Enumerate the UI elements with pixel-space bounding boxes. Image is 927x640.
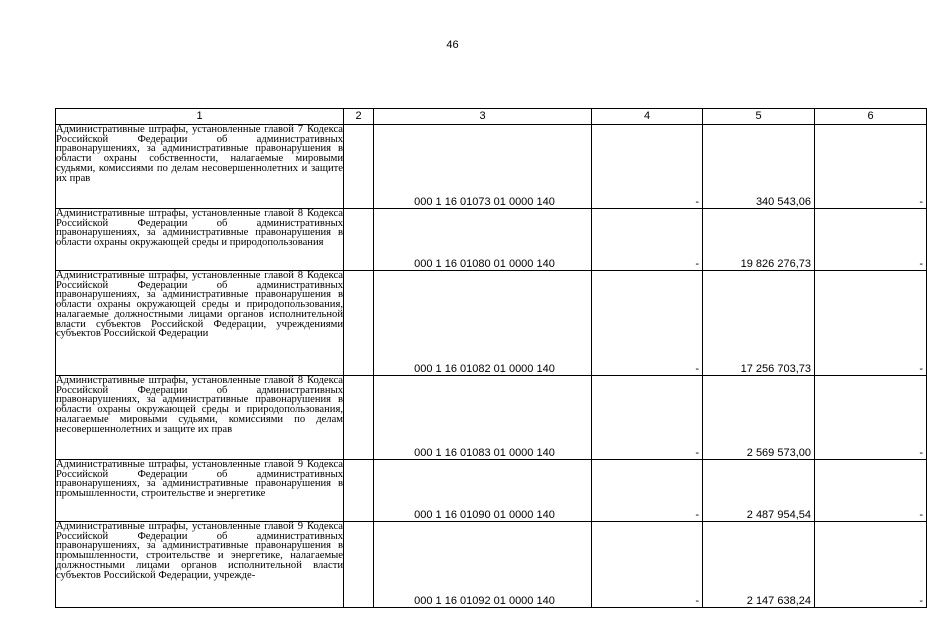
row-col-4: - (592, 209, 703, 271)
row-amount: 2 487 954,54 (703, 460, 815, 522)
table-row (56, 522, 927, 608)
row-description: Административные штрафы, установленные главой 8 Кодекса Российской Федерации об административных правонарушениях, за административные правонарушения в области охраны окружающей среды и природопользования, налагаемые мировыми судьями, комиссиями по делам несовершеннолетних и защите их прав (56, 376, 344, 460)
table-header (56, 109, 927, 125)
row-col-2 (344, 376, 374, 460)
row-code: 000 1 16 01083 01 0000 140 (374, 376, 592, 460)
table-row (56, 460, 927, 522)
row-col-6: - (815, 460, 927, 522)
header-col-1: 1 (56, 109, 344, 125)
table-row (56, 209, 927, 271)
row-amount: 19 826 276,73 (703, 209, 815, 271)
row-code: 000 1 16 01073 01 0000 140 (374, 125, 592, 209)
header-row (56, 109, 927, 125)
header-col-5: 5 (703, 109, 815, 125)
row-code: 000 1 16 01092 01 0000 140 (374, 522, 592, 608)
row-amount: 340 543,06 (703, 125, 815, 209)
header-col-2: 2 (344, 109, 374, 125)
row-description: Административные штрафы, установленные главой 8 Кодекса Российской Федерации об административных правонарушениях, за административные правонарушения в области охраны окружающей среды и природопользования, налагаемые должностными лицами органов исполнительной власти субъектов Российской Федерации, учреждениями субъектов Российской Федерации (56, 271, 344, 376)
row-amount: 2 147 638,24 (703, 522, 815, 608)
header-col-3: 3 (374, 109, 592, 125)
row-col-6: - (815, 209, 927, 271)
row-col-6: - (815, 376, 927, 460)
row-col-4: - (592, 125, 703, 209)
table-row (56, 125, 927, 209)
header-col-4: 4 (592, 109, 703, 125)
table-body (56, 125, 927, 608)
row-amount: 17 256 703,73 (703, 271, 815, 376)
page-number: 46 (446, 39, 459, 51)
table-row (56, 271, 927, 376)
row-col-4: - (592, 376, 703, 460)
row-col-2 (344, 271, 374, 376)
table-row (56, 376, 927, 460)
budget-revenue-table (55, 108, 927, 608)
row-col-6: - (815, 522, 927, 608)
row-col-4: - (592, 522, 703, 608)
row-description: Административные штрафы, установленные главой 7 Кодекса Российской Федерации об административных правонарушениях, за административные правонарушения в области охраны собственности, налагаемые мировыми судьями, комиссиями по делам несовершеннолетних и защите их прав (56, 125, 344, 209)
row-col-6: - (815, 271, 927, 376)
row-col-4: - (592, 271, 703, 376)
row-col-4: - (592, 460, 703, 522)
row-col-6: - (815, 125, 927, 209)
row-col-2 (344, 522, 374, 608)
row-code: 000 1 16 01090 01 0000 140 (374, 460, 592, 522)
row-description: Административные штрафы, установленные главой 8 Кодекса Российской Федерации об административных правонарушениях, за административные правонарушения в области охраны окружающей среды и природопользования (56, 209, 344, 271)
row-col-2 (344, 125, 374, 209)
row-code: 000 1 16 01082 01 0000 140 (374, 271, 592, 376)
row-col-2 (344, 460, 374, 522)
row-code: 000 1 16 01080 01 0000 140 (374, 209, 592, 271)
header-col-6: 6 (815, 109, 927, 125)
row-col-2 (344, 209, 374, 271)
row-description: Административные штрафы, установленные главой 9 Кодекса Российской Федерации об административных правонарушениях, за административные правонарушения в промышленности, строительстве и энергетике, налагаемые должностными лицами органов исполнительной власти субъектов Российской Федерации, учрежде- (56, 522, 344, 608)
row-amount: 2 569 573,00 (703, 376, 815, 460)
row-description: Административные штрафы, установленные главой 9 Кодекса Российской Федерации об административных правонарушениях, за административные правонарушения в промышленности, строительстве и энергетике (56, 460, 344, 522)
